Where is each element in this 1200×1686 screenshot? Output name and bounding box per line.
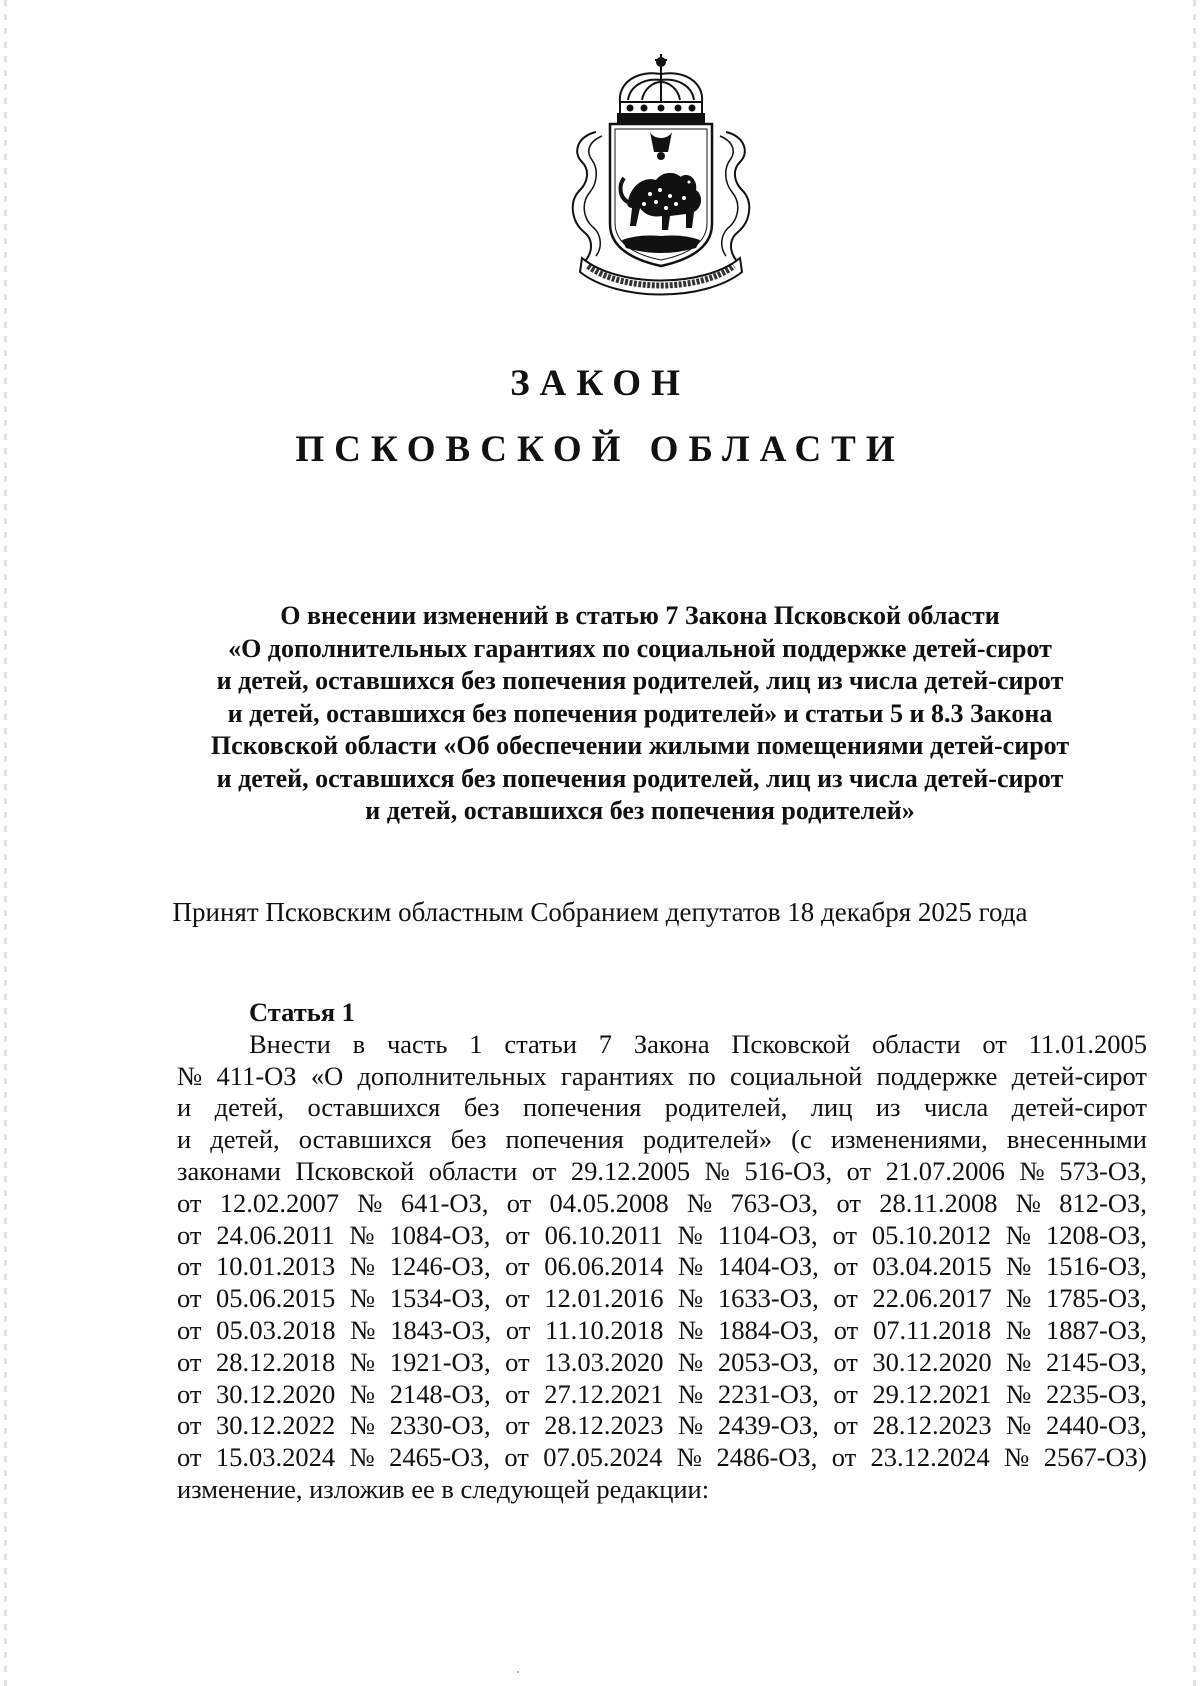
law-region-title: ПСКОВСКОЙ ОБЛАСТИ <box>295 429 905 470</box>
article-line: от 30.12.2020 № 2148-ОЗ, от 27.12.2021 № 2231-ОЗ, от 29.12.2021 № 2235-ОЗ, <box>177 1378 1147 1409</box>
article-body <box>177 1029 1147 1474</box>
article-last-line: изменение, изложив ее в следующей редакции: <box>177 1473 710 1504</box>
article-line: от 15.03.2024 № 2465-ОЗ, от 07.05.2024 № 2486-ОЗ, от 23.12.2024 № 2567-ОЗ) <box>177 1442 1147 1473</box>
article-line: от 24.06.2011 № 1084-ОЗ, от 06.10.2011 № 1104-ОЗ, от 05.10.2012 № 1208-ОЗ, <box>177 1219 1147 1250</box>
subject-line: Псковской области «Об обеспечении жилыми помещениями детей-сирот <box>210 731 1070 760</box>
subject-line: и детей, оставшихся без попечения родителей» <box>365 796 915 825</box>
article-line: и детей, оставшихся без попечения родителей, лиц из числа детей-сирот <box>177 1092 1147 1123</box>
article-line: и детей, оставшихся без попечения родителей» (с изменениями, внесенными <box>177 1124 1147 1155</box>
adoption-statement: Принят Псковским областным Собранием депутатов 18 декабря 2025 года <box>172 897 1028 927</box>
law-title: ЗАКОН <box>510 363 690 404</box>
subject-line: «О дополнительных гарантиях по социальной поддержке детей-сирот <box>228 633 1052 663</box>
law-subject <box>160 600 1120 828</box>
article-line: от 12.02.2007 № 641-ОЗ, от 04.05.2008 № 763-ОЗ, от 28.11.2008 № 812-ОЗ, <box>177 1187 1147 1218</box>
subject-line: и детей, оставшихся без попечения родителей» и статьи 5 и 8.3 Закона <box>227 698 1053 728</box>
article-line: Внести в часть 1 статьи 7 Закона Псковской области от 11.01.2005 <box>249 1028 1147 1059</box>
subject-line: О внесении изменений в статью 7 Закона Псковской области <box>280 601 1000 630</box>
scan-artifact <box>517 1671 519 1673</box>
article-line: № 411-ОЗ «О дополнительных гарантиях по социальной поддержке детей-сирот <box>177 1060 1147 1091</box>
article-line: от 30.12.2022 № 2330-ОЗ, от 28.12.2023 № 2439-ОЗ, от 28.12.2023 № 2440-ОЗ, <box>177 1410 1147 1441</box>
scan-edge-left <box>4 0 7 1686</box>
article-line: от 10.01.2013 № 1246-ОЗ, от 06.06.2014 № 1404-ОЗ, от 03.04.2015 № 1516-ОЗ, <box>177 1251 1147 1282</box>
article-heading: Статья 1 <box>249 997 355 1027</box>
pskov-oblast-coat-of-arms-icon <box>558 52 764 304</box>
article-1 <box>177 997 1147 1506</box>
subject-line: и детей, оставшихся без попечения родителей, лиц из числа детей-сирот <box>216 666 1064 695</box>
scan-edge-right <box>1193 0 1196 1686</box>
article-line: от 05.03.2018 № 1843-ОЗ, от 11.10.2018 № 1884-ОЗ, от 07.11.2018 № 1887-ОЗ, <box>177 1314 1147 1345</box>
article-line: от 28.12.2018 № 1921-ОЗ, от 13.03.2020 № 2053-ОЗ, от 30.12.2020 № 2145-ОЗ, <box>177 1346 1147 1377</box>
article-line: от 05.06.2015 № 1534-ОЗ, от 12.01.2016 № 1633-ОЗ, от 22.06.2017 № 1785-ОЗ, <box>177 1283 1147 1314</box>
article-line: законами Псковской области от 29.12.2005 № 516-ОЗ, от 21.07.2006 № 573-ОЗ, <box>177 1155 1147 1186</box>
subject-line: и детей, оставшихся без попечения родителей, лиц из числа детей-сирот <box>216 763 1064 793</box>
